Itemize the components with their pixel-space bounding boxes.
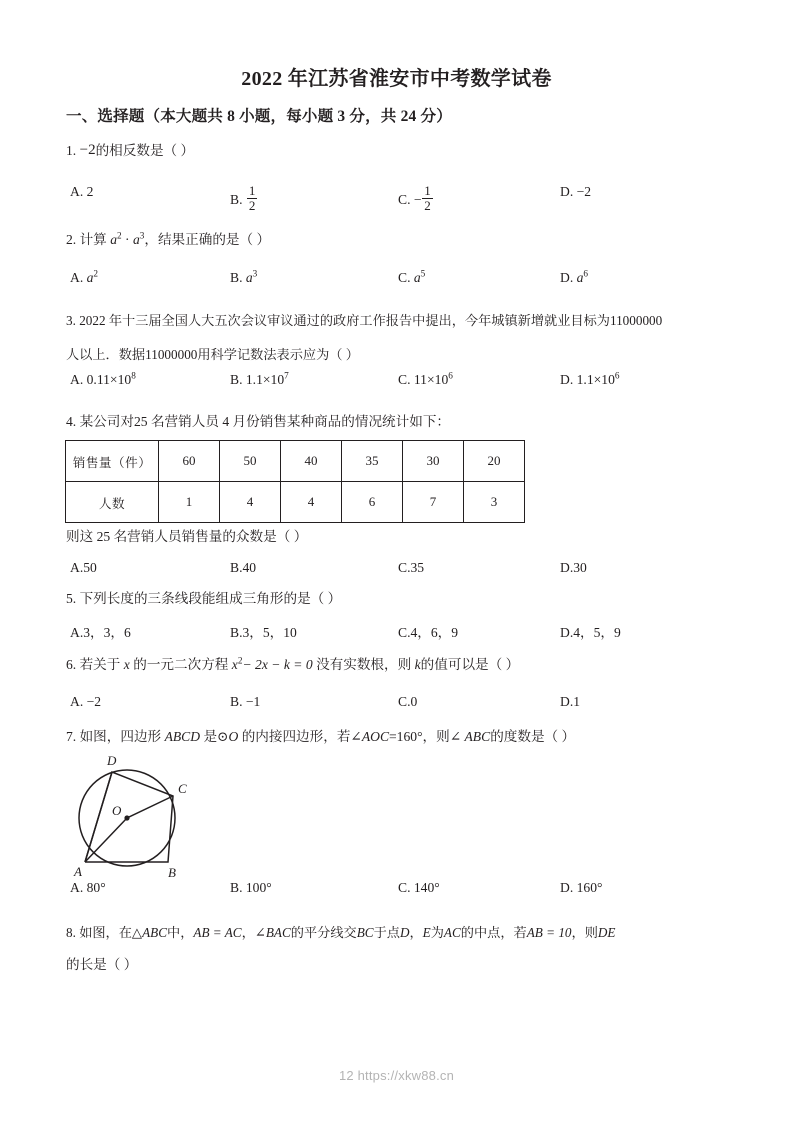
- q7-option-a[interactable]: A. 80°: [70, 880, 106, 895]
- q1-option-a[interactable]: A. 2: [70, 184, 94, 199]
- question-6-options: [0, 694, 793, 720]
- q7-option-c[interactable]: C. 140°: [398, 880, 440, 895]
- q5-option-b[interactable]: B.3，5，10: [230, 625, 297, 640]
- q4-option-d[interactable]: D.30: [560, 560, 587, 575]
- q2-option-d[interactable]: D. $a^6$: [560, 268, 589, 285]
- label-b: B: [168, 865, 176, 880]
- cell-sales-2: 40: [281, 441, 342, 482]
- question-3-line2: 人以上．数据11000000用科学记数法表示应为（ ）: [66, 347, 359, 362]
- q3-option-b[interactable]: B. $1.1\times 10^7$: [230, 370, 289, 387]
- sales-statistics-table: [65, 440, 525, 523]
- question-7-stem: 7. 如图，四边形 ABCD 是⊙O 的内接四边形，若∠AOC=160°，则∠ ABC的度数是（ ）: [66, 729, 576, 744]
- cell-sales-5: 20: [464, 441, 525, 482]
- question-8-line1: 8. 如图，在△ABC中，AB = AC，∠BAC的平分线交BC于点D，E为AC的中点，若AB = 10，则DE: [66, 925, 616, 940]
- page-footer-watermark: 12 https://xkw88.cn: [338, 1068, 455, 1083]
- q3-option-d[interactable]: D. $1.1\times 10^6$: [560, 370, 620, 387]
- question-4-options: [0, 560, 793, 586]
- segment-oc: [127, 796, 173, 818]
- question-4-after-table: 则这 25 名营销人员销售量的众数是（ ）: [66, 529, 308, 544]
- label-o: O: [112, 803, 122, 818]
- cell-count-3: 6: [342, 482, 403, 523]
- q6-option-d[interactable]: D.1: [560, 694, 581, 709]
- cell-count-2: 4: [281, 482, 342, 523]
- q2-option-a[interactable]: A. $a^2$: [70, 268, 99, 285]
- table-row-sales: [66, 441, 525, 482]
- q1-number: 1.: [66, 143, 77, 158]
- label-d: D: [107, 753, 117, 768]
- row-label-counts: 人数: [66, 482, 159, 523]
- table-row-counts: [66, 482, 525, 523]
- q1-option-b[interactable]: B. $\frac{1}{2}$: [230, 183, 256, 213]
- question-1-stem: [66, 140, 194, 162]
- question-7-options: [0, 880, 793, 906]
- question-5-options: [0, 621, 793, 647]
- row-label-sales: 销售量（件）: [66, 441, 159, 482]
- cell-count-1: 4: [220, 482, 281, 523]
- q1-math: −2: [79, 142, 96, 158]
- cell-count-0: 1: [159, 482, 220, 523]
- question-2-stem: 2. 计算 $a^2 \cdot a^3$，结果正确的是（ ）: [66, 230, 271, 247]
- cell-sales-4: 30: [403, 441, 464, 482]
- question-2-options: [0, 270, 793, 296]
- q1-suffix: 的相反数是（ ）: [95, 143, 195, 158]
- q4-option-c[interactable]: C.35: [398, 560, 425, 575]
- cell-sales-1: 50: [220, 441, 281, 482]
- cell-sales-0: 60: [159, 441, 220, 482]
- question-3-options: [0, 372, 793, 398]
- q1-option-c[interactable]: C. − $\frac{1}{2}$: [398, 183, 431, 213]
- question-6-stem: 6. 若关于 x 的一元二次方程 $x^2- 2x - k = 0$ 没有实数根，则 k的值可以是（ ）: [66, 655, 520, 672]
- question-3-line1: 3. 2022 年十三届全国人大五次会议审议通过的政府工作报告中提出，今年城镇新增就业目标为11000000: [66, 313, 663, 328]
- cell-count-4: 7: [403, 482, 464, 523]
- cell-sales-3: 35: [342, 441, 403, 482]
- q2-option-b[interactable]: B. $a^3$: [230, 268, 258, 285]
- q4-option-a[interactable]: A.50: [70, 560, 97, 575]
- section-heading: 一、选择题（本大题共 8 小题，每小题 3 分，共 24 分）: [66, 108, 452, 125]
- question-4-stem: 4. 某公司对25 名营销人员 4 月份销售某种商品的情况统计如下：: [66, 414, 451, 429]
- q7-option-d[interactable]: D. 160°: [560, 880, 603, 895]
- question-1-options: [0, 183, 793, 213]
- q3-option-c[interactable]: C. $11\times 10^6$: [398, 370, 453, 387]
- question-5-stem: 5. 下列长度的三条线段能组成三角形的是（ ）: [66, 591, 342, 606]
- q1-option-d[interactable]: D. −2: [560, 184, 592, 199]
- q2-option-c[interactable]: C. $a^5$: [398, 268, 426, 285]
- fraction-one-half: $\frac{1}{2}$: [248, 183, 256, 213]
- page-title: 2022 年江苏省淮安市中考数学试卷: [241, 68, 552, 90]
- cell-count-5: 3: [464, 482, 525, 523]
- fraction-neg-one-half: $\frac{1}{2}$: [424, 183, 431, 213]
- q6-option-c[interactable]: C.0: [398, 694, 418, 709]
- label-a: A: [74, 864, 82, 879]
- q5-option-c[interactable]: C.4，6，9: [398, 625, 459, 640]
- circle-figure-q7: [60, 748, 270, 883]
- q6-option-a[interactable]: A. −2: [70, 694, 102, 709]
- q3-option-a[interactable]: A. $0.11\times 10^8$: [70, 370, 136, 387]
- q4-option-b[interactable]: B.40: [230, 560, 257, 575]
- label-c: C: [178, 781, 187, 796]
- q5-option-d[interactable]: D.4，5，9: [560, 625, 621, 640]
- q6-option-b[interactable]: B. −1: [230, 694, 261, 709]
- q7-option-b[interactable]: B. 100°: [230, 880, 272, 895]
- q5-option-a[interactable]: A.3，3，6: [70, 625, 131, 640]
- question-8-line2: 的长是（ ）: [66, 957, 138, 972]
- center-point-o: [124, 815, 129, 820]
- cyclic-quadrilateral-svg: [60, 748, 270, 883]
